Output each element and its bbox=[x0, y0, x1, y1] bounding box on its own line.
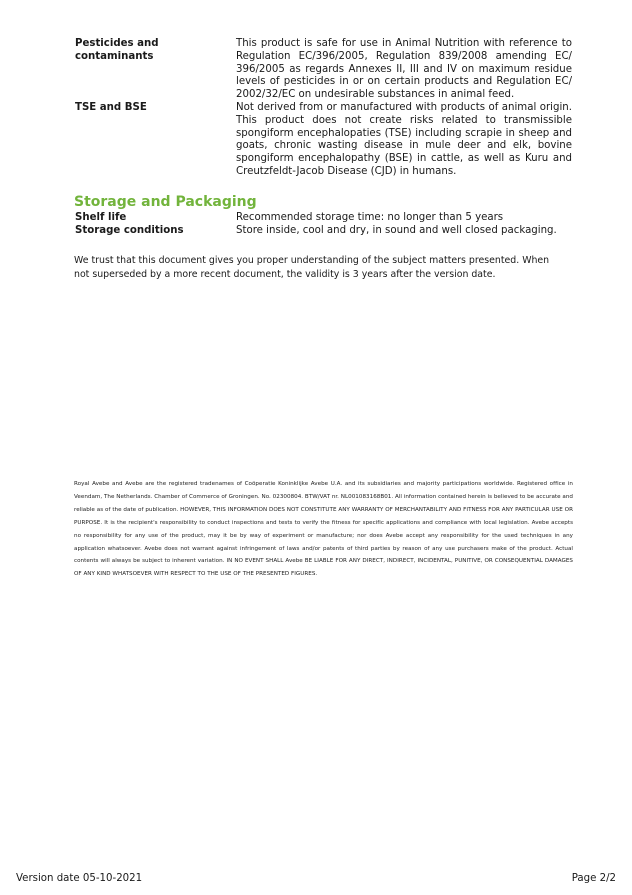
property-label: Shelf life bbox=[75, 212, 127, 223]
legal-disclaimer: Royal Avebe and Avebe are the registered tradenames of Coöperatie Koninklijke Avebe U.A. and its subsidiaries and majority participations worldwide. Registered office in Veendam, The Netherlands. Chamber of Commerce of Groningen. No. 02300804. BTW/VAT nr. NL001083168B01. All information contained herein is believed to be accurate and reliable as of the date of publication. HOWEVER, THIS INFORMATION DOES NOT CONSTITUTE ANY WARRANTY OF MERCHANTABILITY AND FITNESS FOR ANY PARTICULAR USE OR PURPOSE. It is the recipient's responsibility to conduct inspections and tests to verify the fitness for specific applications and compliance with local legislation. Avebe accepts no responsibility for any use of the product, may it be by way of experiment or manufacture; nor does Avebe accept any responsibility for the used techniques in any application whatsoever. Avebe does not warrant against infringement of laws and/or patents of third parties by reason of any use purchasers make of the product. Actual contents will always be subject to inherent variation. IN NO EVENT SHALL Avebe BE LIABLE FOR ANY DIRECT, INDIRECT, INCIDENTAL, PUNITIVE, OR CONSEQUENTIAL DAMAGES OF ANY KIND WHATSOEVER WITH RESPECT TO THE USE OF THE PRESENTED FIGURES. bbox=[74, 481, 573, 578]
property-row-storage-conditions bbox=[75, 225, 572, 238]
property-row-pesticides bbox=[75, 38, 572, 102]
property-label: TSE and BSE bbox=[75, 102, 147, 113]
property-label: Storage conditions bbox=[75, 224, 184, 236]
property-value: Store inside, cool and dry, in sound and well closed packaging. bbox=[236, 224, 557, 236]
version-date: Version date 05-10-2021 bbox=[16, 873, 143, 884]
property-value: Not derived from or manufactured with products of animal origin. This product does not create risks related to transmissible spongiform encephalopaties (TSE) including scrapie in sheep and goats, chronic wasting disease in mule deer and elk, bovine spongiform encephalopathy (BSE) in cattle, as well as Kuru and Creutzfeldt-Jacob Disease (CJD) in humans. bbox=[236, 102, 572, 177]
section-heading-storage: Storage and Packaging bbox=[74, 194, 257, 210]
property-value: Recommended storage time: no longer than 5 years bbox=[236, 212, 504, 223]
storage-table bbox=[75, 212, 572, 238]
property-row-tse-bse bbox=[75, 102, 572, 179]
property-label: Pesticides and contaminants bbox=[75, 38, 159, 62]
property-value: This product is safe for use in Animal Nutrition with reference to Regulation EC/396/2005, Regulation 839/2008 amending EC/ 396/2005 as regards Annexes II, III and IV on maximum residue levels of pesticides in or on certain products and Regulation EC/ 2002/32/EC on undesirable substances in animal feed. bbox=[236, 38, 572, 101]
trust-statement: We trust that this document gives you proper understanding of the subject matters presented. When not superseded by a more recent document, the validity is 3 years after the version date. bbox=[74, 255, 550, 280]
page-number: Page 2/2 bbox=[571, 873, 616, 884]
property-row-shelf-life bbox=[75, 212, 572, 225]
